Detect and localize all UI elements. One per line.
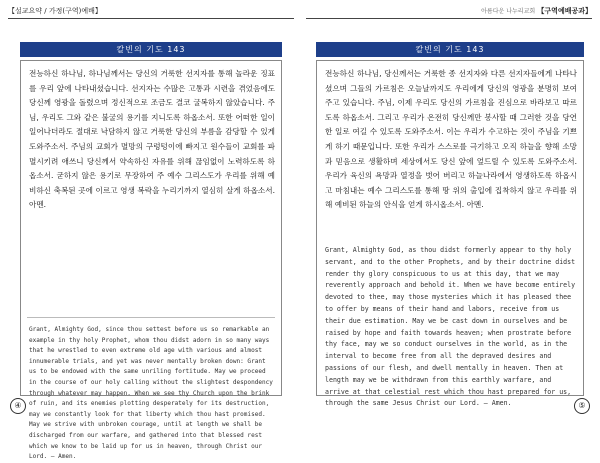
right-page <box>300 0 600 424</box>
header-rule <box>8 18 294 19</box>
page-number: ⑤ <box>574 398 590 414</box>
section-label: 【구역예배공과】 <box>537 7 592 15</box>
page-number: ④ <box>10 398 26 414</box>
right-page-header <box>481 6 592 16</box>
korean-prayer-text: 전능하신 하나님, 당신께서는 거룩한 종 선지자와 다른 선지자들에게 나타나셨으며 그들의 가르침은 오늘날까지도 우리에게 당신의 영광을 분명히 보여주고 있습니다. 주님, 이제 우리도 당신의 가르침을 진심으로 바라보고 따르도록 하옵소서. 그리고 우리가 온전히 당신께만 봉사할 때 그러한 것을 당연한 일로 여길 수 있도록 도와주소서. 이는 우리가 수고하는 것이 주님을 기쁘게 하기 때문입니다. 또한 우리가 스스로를 극기하고 오직 하늘을 향해 소망과 믿음으로 생활하며 세상에서도 당신 앞에 엎드릴 수 있도록 도와주소서. 우리가 육신의 욕망과 열정을 벗어 버리고 하늘나라에서 영생하도록 하옵시고 마침내는 예수 그리스도를 통해 땅 위의 출입에 집착하지 않고 우리를 위해 예비된 하늘의 안식을 얻게 하시옵소서. 아멘. <box>325 69 577 210</box>
church-name: 아름다운 나누리교회 <box>481 8 536 15</box>
header-rule <box>306 18 592 19</box>
korean-prayer-text: 전능하신 하나님, 하나님께서는 당신의 거룩한 선지자를 통해 놀라운 징표를 우리 앞에 나타내셨습니다. 선지자는 수많은 고통과 시련을 겪었음에도 당신께 영광을 돌렸으며 정신적으로 조금도 결코 굴복하지 않았습니다. 주님, 우리도 그와 같은 불굴의 용기를 지니도록 하옵소서. 또한 어떠한 일이 일어나더라도 절대로 낙담하지 않고 거룩한 당신의 부름을 감당할 수 있게 도와주소서. 주님의 교회가 멸망의 구렁텅이에 빠지고 원수들이 교회를 파멸시키려 애쓰니 당신께서 약속하신 자유를 위해 끊임없이 노력하도록 하옵소서. 굳하지 않은 용기로 무장하여 주 예수 그리스도가 우리를 위해 예비하신 축복된 곳에 이르고 영생 복락을 누리기까지 열심히 살게 하옵소서. 아멘. <box>29 69 275 210</box>
english-prayer-text: Grant, Almighty God, as thou didst formerly appear to thy holy servant, and to the other Prophets, and by their doctrine didst render thy glory conspicuous to us at this day, that we may reverently approach and behold it. When we have become entirely devoted to thee, may those mysteries which it has pleased thee to offer by means of their hand and labors, receive from us their due estimation. May we be cast down in ourselves and be raised by hope and faith towards heaven; when prostrate before thy face, may we so conduct ourselves in the world, as in the interval to become free from all the depraved desires and passions of our flesh, and dwell mentally in heaven. Then at length may we be withdrawn from this earthly warfare, and arrive at that celestial rest which thou hast prepared for us, through the same Jesus Christ our Lord. — Amen. <box>325 246 576 408</box>
prayer-title: 칼빈의 기도 143 <box>316 42 584 57</box>
left-page-header: 【설교요약 / 가정(구역)예배】 <box>8 7 102 15</box>
prayer-title: 칼빈의 기도 143 <box>20 42 282 57</box>
left-page <box>0 0 300 461</box>
prayer-box <box>316 60 584 408</box>
prayer-box <box>20 60 282 461</box>
language-divider <box>27 317 275 318</box>
english-prayer-text: Grant, Almighty God, since thou settest before us so remarkable an example in thy holy Prophet, whom thou didst adorn in so many ways that he wrestled to even extreme old age with various and almost innumerable trials, and yet was never mentally broken down: Grant us to be endowed with the same unriling fortitude. May we proceed in the course of our holy calling without the slightest despondency through whatever may happen. When we see thy Church upon the brink of ruin, and its enemies plotting desperately for its destruction, may we constantly look for that liberty which thou hast promised. May we strive with unbroken courage, until at length we shall be discharged from our warfare, and gathered into that blessed rest which we know to be laid up for us in heaven, through Christ our Lord. — Amen. <box>29 326 273 461</box>
